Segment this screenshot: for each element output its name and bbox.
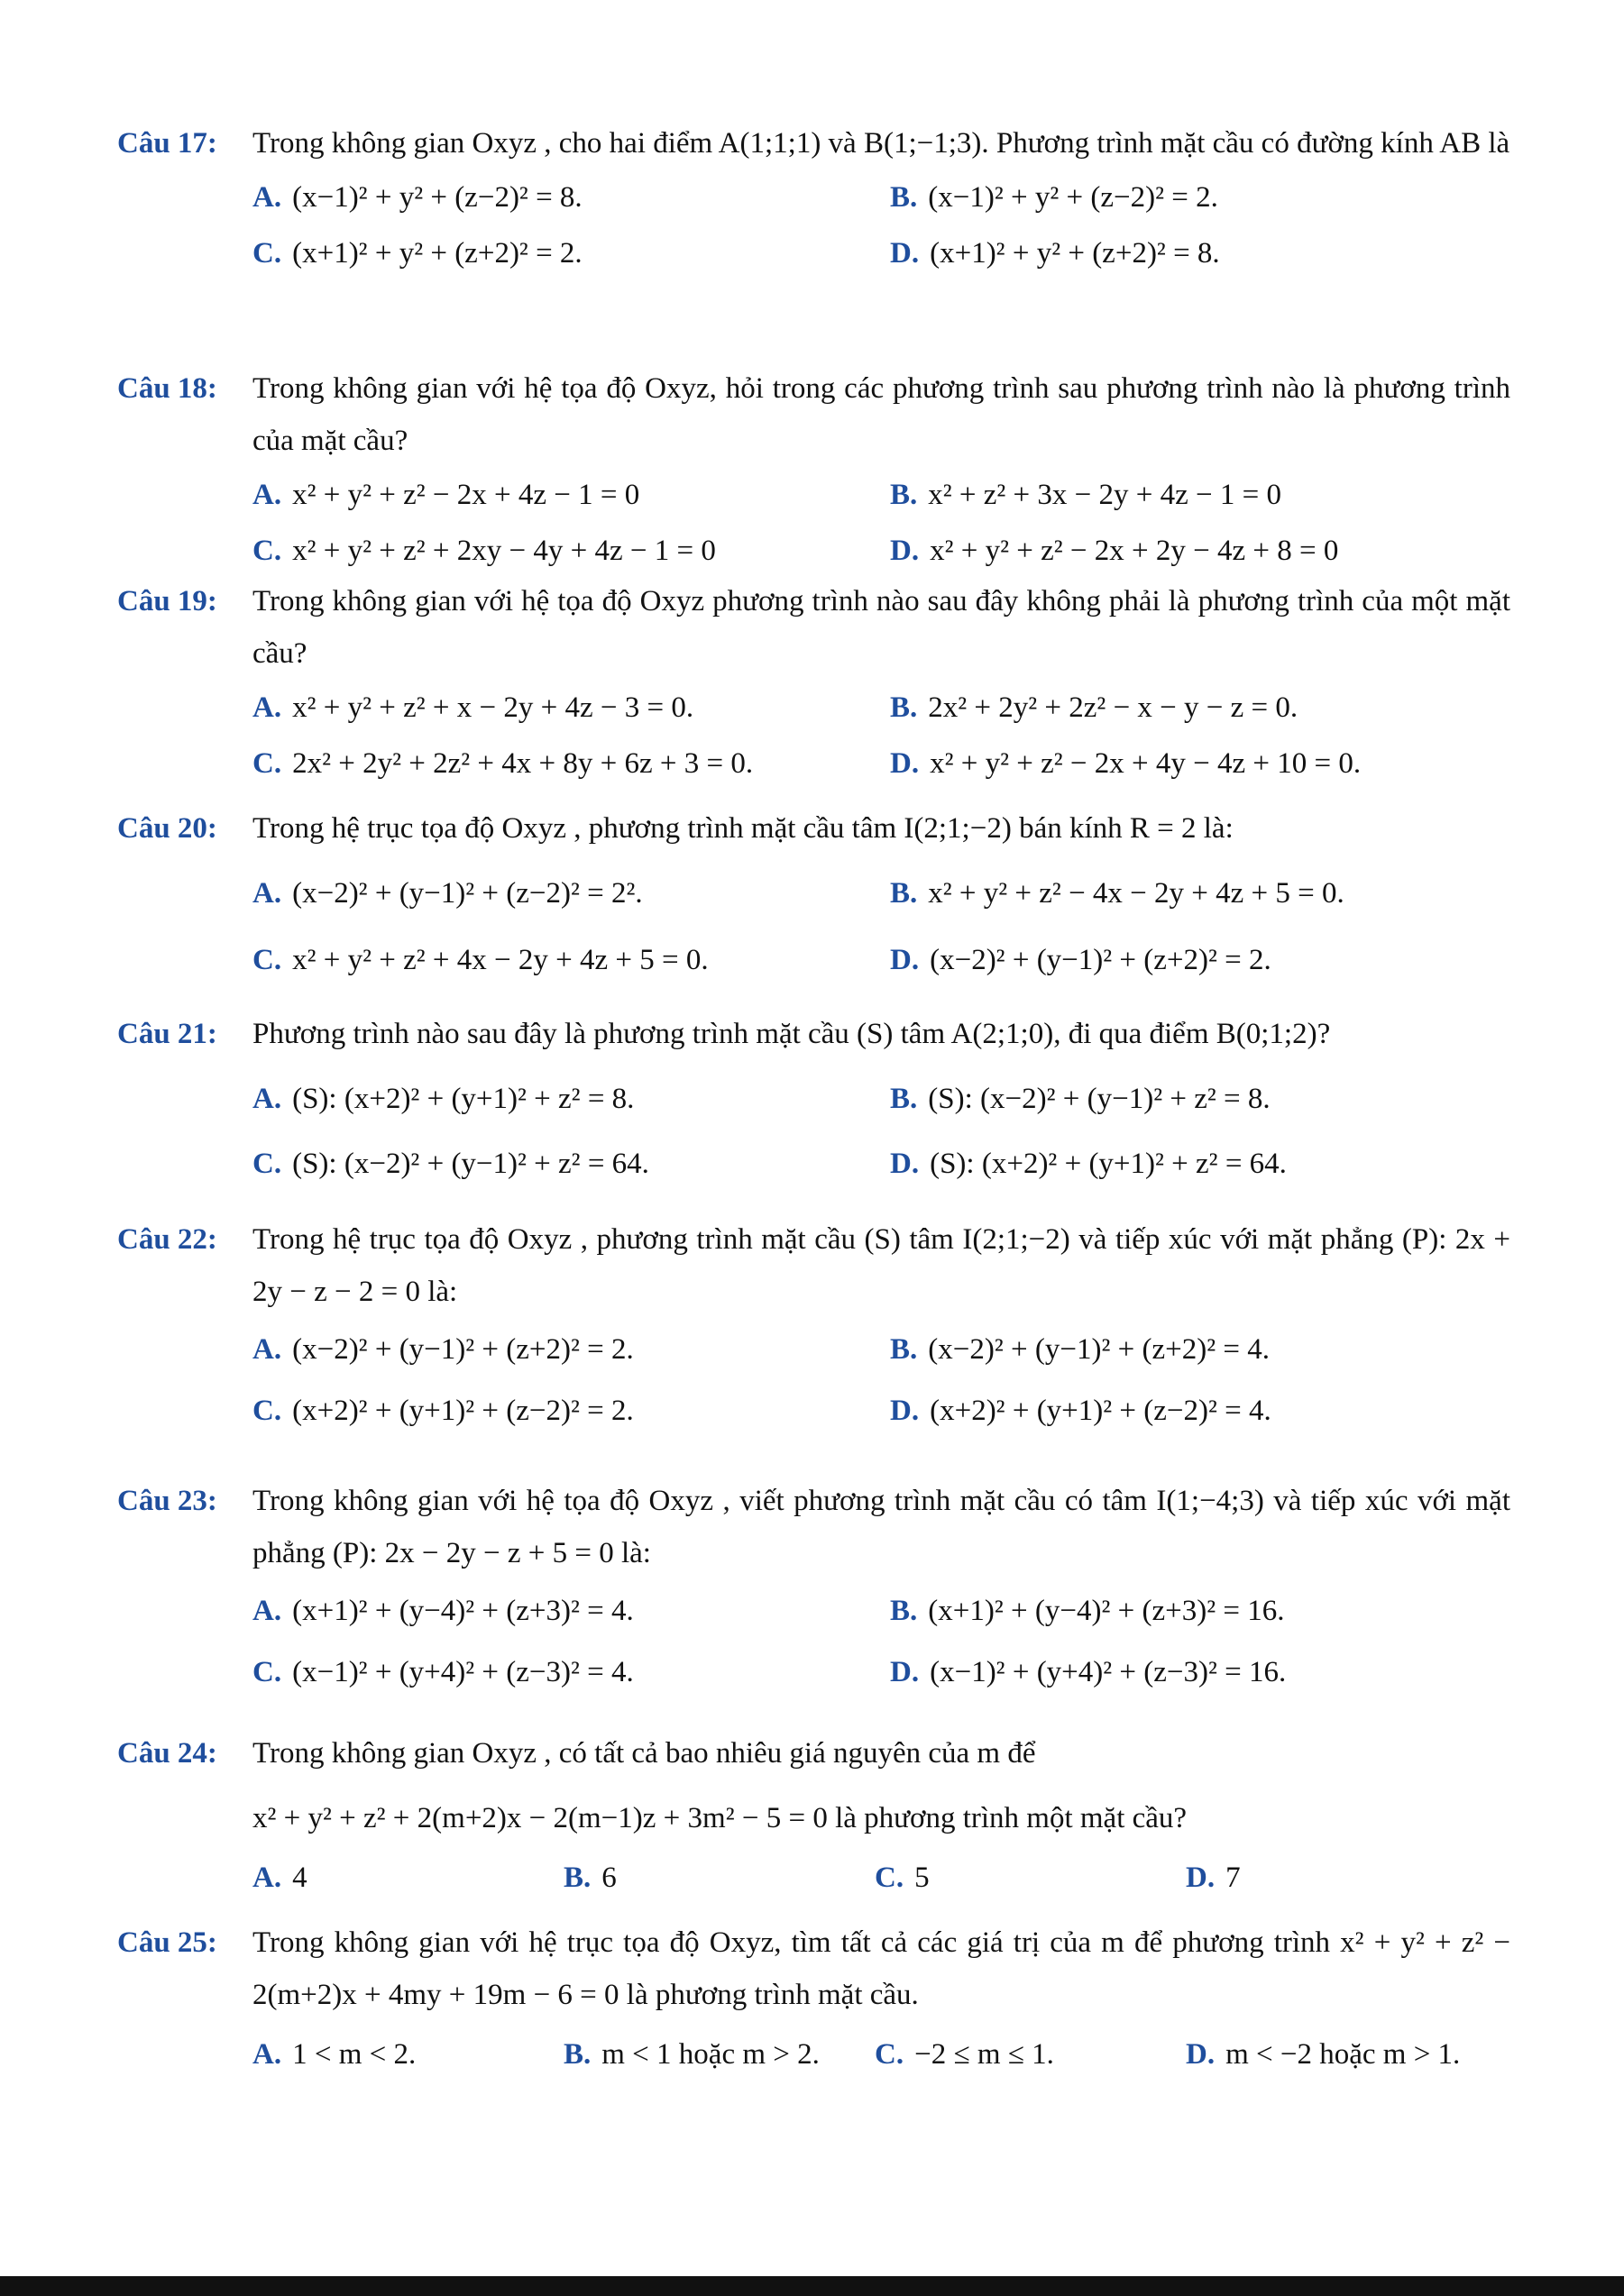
option-b: B. 2x² + 2y² + 2z² − x − y − z = 0. xyxy=(890,691,1298,724)
option-b: B. (x−2)² + (y−1)² + (z+2)² = 4. xyxy=(890,1333,1270,1366)
question-label: Câu 24: xyxy=(117,1737,217,1770)
question-label: Câu 20: xyxy=(117,812,217,845)
question-label: Câu 18: xyxy=(117,372,217,405)
option-c: C. (x+2)² + (y+1)² + (z−2)² = 2. xyxy=(252,1395,634,1427)
option-b: B. m < 1 hoặc m > 2. xyxy=(564,2038,820,2071)
option-d: D. (x−2)² + (y−1)² + (z+2)² = 2. xyxy=(890,944,1271,976)
question-stem: Trong hệ trục tọa độ Oxyz , phương trình mặt cầu tâm I(2;1;−2) bán kính R = 2 là: xyxy=(252,812,1234,845)
question-label: Câu 21: xyxy=(117,1018,217,1050)
question-stem: Trong không gian Oxyz , cho hai điểm A(1;1;1) và B(1;−1;3). Phương trình mặt cầu có đường kính AB là xyxy=(252,127,1510,160)
option-b: B. (x−1)² + y² + (z−2)² = 2. xyxy=(890,181,1218,214)
option-d: D. x² + y² + z² − 2x + 2y − 4z + 8 = 0 xyxy=(890,535,1339,567)
option-c: C. x² + y² + z² + 2xy − 4y + 4z − 1 = 0 xyxy=(252,535,716,567)
question-stem-equation: x² + y² + z² + 2(m+2)x − 2(m−1)z + 3m² − 5 = 0 là phương trình một mặt cầu? xyxy=(252,1802,1188,1834)
question-21 xyxy=(117,1008,1510,1192)
option-d: D. 7 xyxy=(1186,1861,1241,1894)
question-stem: Trong hệ trục tọa độ Oxyz , phương trình mặt cầu (S) tâm I(2;1;−2) và tiếp xúc với mặt phẳng (P): 2x + 2y − z − 2 = 0 là: xyxy=(252,1223,1510,1308)
question-stem: Trong không gian với hệ tọa độ Oxyz, hỏi trong các phương trình sau phương trình nào là phương trình của mặt cầu? xyxy=(252,372,1510,457)
option-a: A. 4 xyxy=(252,1861,307,1894)
option-c: C. 2x² + 2y² + 2z² + 4x + 8y + 6z + 3 = 0. xyxy=(252,747,754,780)
option-d: D. (x+1)² + y² + (z+2)² = 8. xyxy=(890,237,1220,270)
question-label: Câu 17: xyxy=(117,127,217,160)
question-stem: Trong không gian với hệ trục tọa độ Oxyz, tìm tất cả các giá trị của m để phương trình x² + y² + z² − 2(m+2)x + 4my + 19m − 6 = 0 là phương trình mặt cầu. xyxy=(252,1926,1510,2011)
question-22 xyxy=(117,1213,1510,1439)
option-b: B. x² + z² + 3x − 2y + 4z − 1 = 0 xyxy=(890,479,1282,511)
question-stem: Trong không gian với hệ tọa độ Oxyz , viết phương trình mặt cầu có tâm I(1;−4;3) và tiếp xúc với mặt phẳng (P): 2x − 2y − z + 5 = 0 là: xyxy=(252,1485,1510,1569)
option-a: A. (x−1)² + y² + (z−2)² = 8. xyxy=(252,181,583,214)
option-d: D. (x+2)² + (y+1)² + (z−2)² = 4. xyxy=(890,1395,1271,1427)
question-23 xyxy=(117,1475,1510,1700)
question-stem: Trong không gian Oxyz , có tất cả bao nhiêu giá nguyên của m để xyxy=(252,1737,1036,1770)
option-c: C. 5 xyxy=(875,1861,930,1894)
question-label: Câu 23: xyxy=(117,1485,217,1517)
question-stem: Trong không gian với hệ tọa độ Oxyz phương trình nào sau đây không phải là phương trình của một mặt cầu? xyxy=(252,585,1510,670)
question-label: Câu 19: xyxy=(117,585,217,617)
option-a: A. x² + y² + z² + x − 2y + 4z − 3 = 0. xyxy=(252,691,694,724)
option-a: A. 1 < m < 2. xyxy=(252,2038,417,2071)
option-c: C. −2 ≤ m ≤ 1. xyxy=(875,2038,1054,2071)
option-a: A. (x−2)² + (y−1)² + (z+2)² = 2. xyxy=(252,1333,634,1366)
question-18 xyxy=(117,362,1510,579)
option-a: A. (x+1)² + (y−4)² + (z+3)² = 4. xyxy=(252,1595,634,1627)
option-d: D. m < −2 hoặc m > 1. xyxy=(1186,2038,1461,2071)
question-label: Câu 25: xyxy=(117,1926,217,1959)
question-label: Câu 22: xyxy=(117,1223,217,1256)
option-a: A. (x−2)² + (y−1)² + (z−2)² = 2². xyxy=(252,877,643,910)
option-c: C. (x+1)² + y² + (z+2)² = 2. xyxy=(252,237,583,270)
option-b: B. (S): (x−2)² + (y−1)² + z² = 8. xyxy=(890,1083,1271,1115)
option-b: B. x² + y² + z² − 4x − 2y + 4z + 5 = 0. xyxy=(890,877,1344,910)
option-d: D. (x−1)² + (y+4)² + (z−3)² = 16. xyxy=(890,1656,1287,1688)
question-25 xyxy=(117,1916,1510,2082)
option-c: C. x² + y² + z² + 4x − 2y + 4z + 5 = 0. xyxy=(252,944,709,976)
question-17 xyxy=(117,117,1510,281)
option-d: D. x² + y² + z² − 2x + 4y − 4z + 10 = 0. xyxy=(890,747,1362,780)
question-24 xyxy=(117,1727,1510,1906)
option-c: C. (x−1)² + (y+4)² + (z−3)² = 4. xyxy=(252,1656,634,1688)
question-stem: Phương trình nào sau đây là phương trình mặt cầu (S) tâm A(2;1;0), đi qua điểm B(0;1;2)? xyxy=(252,1018,1331,1050)
question-20 xyxy=(117,802,1510,988)
option-b: B. (x+1)² + (y−4)² + (z+3)² = 16. xyxy=(890,1595,1285,1627)
bottom-edge-bar xyxy=(0,2276,1624,2296)
option-d: D. (S): (x+2)² + (y+1)² + z² = 64. xyxy=(890,1148,1287,1180)
option-a: A. (S): (x+2)² + (y+1)² + z² = 8. xyxy=(252,1083,635,1115)
option-a: A. x² + y² + z² − 2x + 4z − 1 = 0 xyxy=(252,479,640,511)
question-19 xyxy=(117,575,1510,791)
option-c: C. (S): (x−2)² + (y−1)² + z² = 64. xyxy=(252,1148,649,1180)
option-b: B. 6 xyxy=(564,1861,617,1894)
